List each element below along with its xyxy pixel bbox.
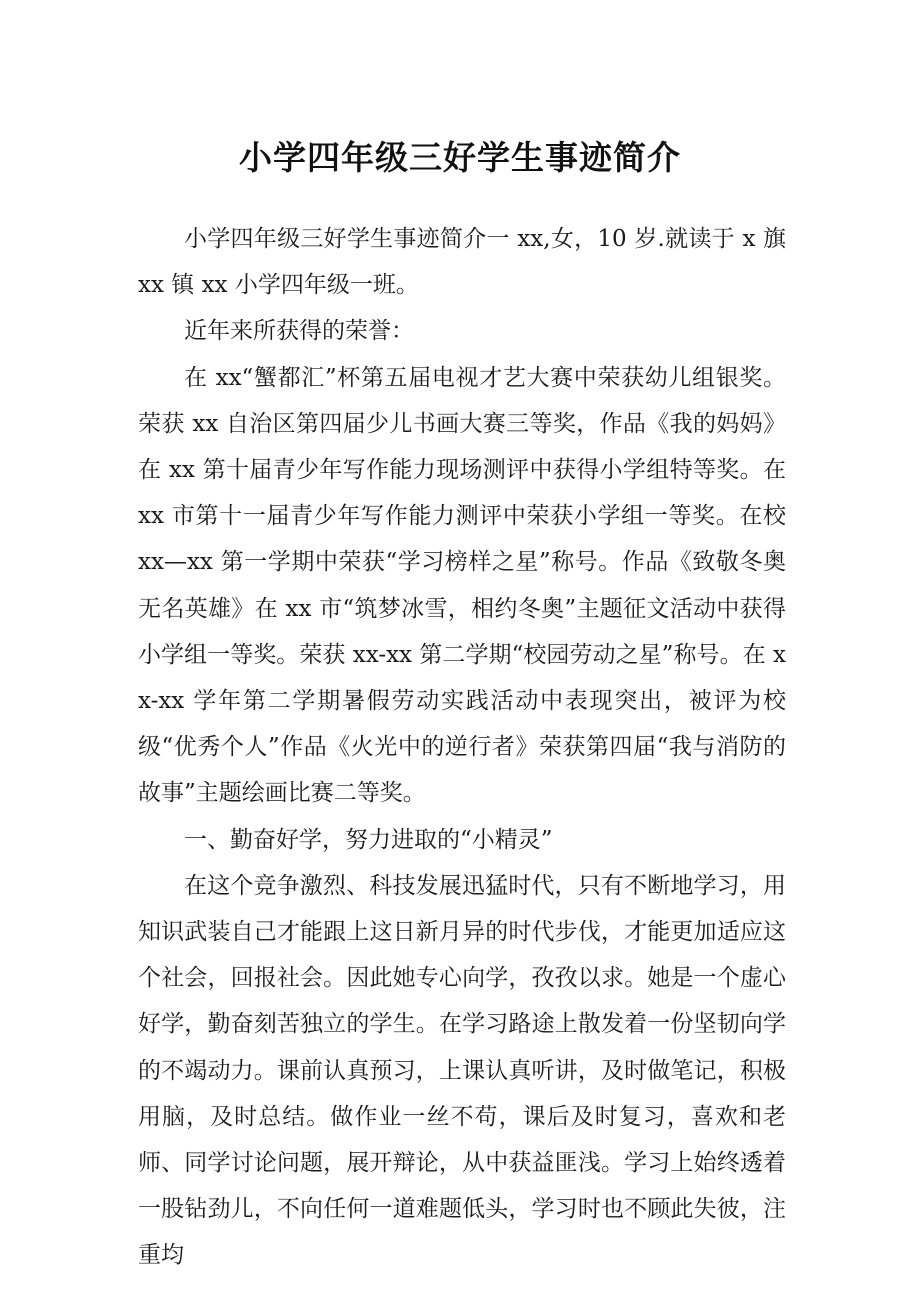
document-body [138, 216, 786, 1279]
paragraph-honors-list: 在 xx“蟹都汇”杯第五届电视才艺大赛中荣获幼儿组银奖。荣获 xx 自治区第四届少儿书画大赛三等奖，作品《我的妈妈》在 xx 第十届青少年写作能力现场测评中获得小学组特等奖。在 xx 市第十一届青少年写作能力测评中荣获小学组一等奖。在校 xx—xx 第一学期中荣获“学习榜样之星”称号。作品《致敬冬奥无名英雄》在 xx 市“筑梦冰雪，相约冬奥”主题征文活动中获得小学组一等奖。荣获 xx-xx 第二学期“校园劳动之星”称号。在 xx-xx 学年第二学期暑假劳动实践活动中表现突出，被评为校级“优秀个人”作品《火光中的逆行者》荣获第四届“我与消防的故事”主题绘画比赛二等奖。 [138, 364, 786, 807]
paragraph-intro: 小学四年级三好学生事迹简介一 xx,女，10 岁.就读于 x 旗 xx 镇 xx 小学四年级一班。 [138, 226, 786, 299]
section-heading-diligent-study: 一、勤奋好学，努力进取的“小精灵” [184, 826, 553, 853]
paragraph-honors-heading: 近年来所获得的荣誉： [184, 318, 414, 345]
document-title: 小学四年级三好学生事迹简介 [239, 138, 681, 178]
paragraph-diligent-study: 在这个竞争激烈、科技发展迅猛时代，只有不断地学习，用知识武装自己才能跟上这日新月异的时代步伐，才能更加适应这个社会，回报社会。因此她专心向学，孜孜以求。她是一个虚心好学，勤奋刻苦独立的学生。在学习路途上散发着一份坚韧向学的不竭动力。课前认真预习，上课认真听讲，及时做笔记，积极用脑，及时总结。做作业一丝不苟，课后及时复习，喜欢和老师、同学讨论问题，展开辩论，从中获益匪浅。学习上始终透着一股钻劲儿，不向任何一道难题低头，学习时也不顾此失彼，注重均 [138, 872, 786, 1269]
